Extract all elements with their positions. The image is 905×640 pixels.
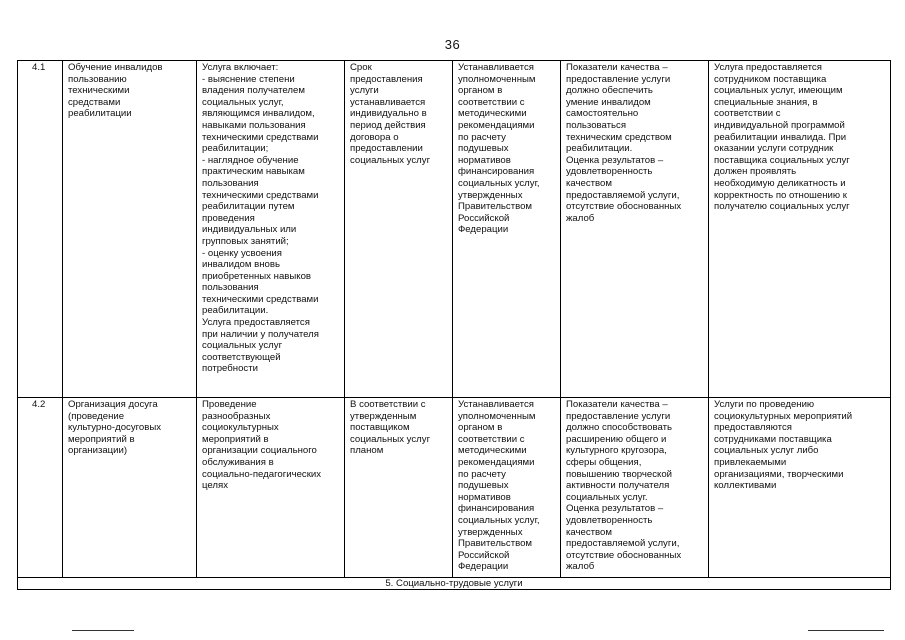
cell-text-line: социальных услуг (350, 154, 431, 166)
cell-text-line: Организация досуга (68, 399, 158, 410)
cell-text-line: планом (350, 445, 384, 457)
description-cell (197, 398, 345, 578)
cell-text-line: предоставления (350, 73, 423, 85)
cell-text-line: повышению творческой (566, 468, 673, 480)
row-number-cell: 4.2 (18, 398, 63, 578)
cell-text-line: удовлетворенность (566, 166, 653, 178)
cell-text-line: сотрудниками поставщика (714, 433, 832, 445)
cell-text-line: мероприятий в (68, 433, 135, 445)
cell-text-line: Устанавливается (458, 62, 534, 73)
cell-text-line: устанавливается (350, 96, 426, 108)
cell-text-line: утвержденных (458, 189, 523, 201)
cell-text-line: Федерации (458, 224, 509, 236)
cell-text-line: техническими средствами (202, 189, 319, 201)
cell-text-line: удовлетворенность (566, 514, 653, 526)
cell-text-line: жалоб (566, 561, 595, 573)
cell-text-line: жалоб (566, 212, 595, 224)
cell-text-line: рекомендациями (458, 456, 535, 468)
cell-text-line: навыками пользования (202, 119, 306, 131)
cell-text-line: групповых занятий; (202, 235, 289, 247)
cell-text-line: средствами (68, 96, 121, 108)
cell-text-line: потребности (202, 363, 258, 375)
service-name-cell (63, 61, 197, 398)
cell-text-line: должно обеспечить (566, 85, 653, 97)
cell-text-line: услуги (350, 85, 379, 97)
section-heading-row (18, 578, 891, 590)
cell-text-line: методическими (458, 108, 527, 120)
cell-text-line: - выяснение степени (202, 73, 295, 85)
cell-text-line: Российской (458, 212, 510, 224)
cell-text-line: поставщиком (350, 422, 410, 434)
cell-text-line: должно способствовать (566, 422, 673, 434)
cell-text-line: сотрудником поставщика (714, 73, 827, 85)
cell-text-line: реабилитации путем (202, 201, 295, 213)
cell-text-line: техническими средствами (202, 131, 319, 143)
cell-text-line: реабилитации. (202, 305, 269, 317)
cell-text-line: организации социального (202, 445, 317, 457)
cell-text-line: сферы общения, (566, 456, 642, 468)
quality-cell (561, 61, 709, 398)
cell-text-line: Правительством (458, 538, 533, 550)
cell-text-line: финансирования (458, 166, 535, 178)
cell-text-line: соответствующей (202, 351, 281, 363)
cell-text-line: Правительством (458, 201, 533, 213)
cell-text-line: поставщика социальных услуг (714, 154, 850, 166)
cell-text-line: умение инвалидом (566, 96, 651, 108)
cell-text-line: при наличии у получателя (202, 328, 319, 340)
cell-text-line: социальных услуг (350, 433, 431, 445)
cell-text-line: реабилитации. (566, 143, 633, 155)
cell-text-line: социокультурных (202, 422, 279, 434)
table-row (18, 398, 891, 578)
cell-text-line: (проведение (68, 410, 125, 422)
bottom-edge-mark (808, 630, 884, 631)
cell-text-line: договора о (350, 131, 399, 143)
cell-text-line: расширению общего и (566, 433, 667, 445)
table-row (18, 61, 891, 398)
conditions-cell (709, 61, 891, 398)
cell-text-line: Оценка результатов – (566, 503, 664, 515)
cell-text-line: утвержденным (350, 410, 417, 422)
cell-text-line: - оценку усвоения (202, 247, 282, 259)
cell-text-line: являющимся инвалидом, (202, 108, 315, 120)
cell-text-line: Обучение инвалидов (68, 62, 163, 73)
cell-text-line: оказании услуги сотрудник (714, 143, 834, 155)
cell-text-line: соответствии с (458, 433, 525, 445)
cell-text-line: по расчету (458, 131, 506, 143)
cell-text-line: органом в (458, 422, 503, 434)
cell-text-line: социальных услуг либо (714, 445, 819, 457)
cell-text-line: разнообразных (202, 410, 271, 422)
cell-text-line: Срок (350, 62, 372, 73)
cell-text-line: социальных услуг, имеющим (714, 85, 843, 97)
cell-text-line: нормативов (458, 491, 511, 503)
cell-text-line: социокультурных мероприятий (714, 410, 853, 422)
cell-text-line: предоставление услуги (566, 410, 671, 422)
cell-text-line: корректность по отношению к (714, 189, 847, 201)
cell-text-line: Оценка результатов – (566, 154, 664, 166)
cell-text-line: мероприятий в (202, 433, 269, 445)
cell-text-line: Услуга включает: (202, 62, 279, 73)
cell-text-line: реабилитации (68, 108, 132, 120)
cell-text-line: качеством (566, 526, 612, 538)
cell-text-line: организации) (68, 445, 128, 457)
cell-text-line: техническими средствами (202, 293, 319, 305)
cell-text-line: техническим средством (566, 131, 672, 143)
cell-text-line: пользованию (68, 73, 127, 85)
cell-text-line: коллективами (714, 480, 777, 492)
cell-text-line: приобретенных навыков (202, 270, 312, 282)
cell-text-line: предоставлении (350, 143, 423, 155)
cell-text-line: индивидуальной программой (714, 119, 845, 131)
cell-text-line: период действия (350, 119, 426, 131)
cell-text-line: должен проявлять (714, 166, 797, 178)
cell-text-line: подушевых (458, 143, 509, 155)
term-cell (345, 398, 453, 578)
cell-text-line: подушевых (458, 480, 509, 492)
cell-text-line: реабилитации; (202, 143, 269, 155)
cell-text-line: органом в (458, 85, 503, 97)
cell-text-line: социальных услуг, (202, 96, 284, 108)
cell-text-line: нормативов (458, 154, 511, 166)
cell-text-line: специальные знания, в (714, 96, 818, 108)
cell-text-line: по расчету (458, 468, 506, 480)
cell-text-line: реабилитации инвалида. При (714, 131, 847, 143)
funding-cell (453, 398, 561, 578)
cell-text-line: необходимую деликатность и (714, 177, 846, 189)
page-number: 36 (444, 37, 461, 52)
cell-text-line: техническими (68, 85, 130, 97)
cell-text-line: - наглядное обучение (202, 154, 299, 166)
cell-text-line: культурно-досуговых (68, 422, 162, 434)
cell-text-line: получателю социальных услуг (714, 201, 850, 213)
cell-text-line: пользоваться (566, 119, 627, 131)
cell-text-line: Устанавливается (458, 399, 534, 410)
cell-text-line: Показатели качества – (566, 399, 668, 410)
cell-text-line: практическим навыкам (202, 166, 305, 178)
cell-text-line: отсутствие обоснованных (566, 201, 682, 213)
term-cell (345, 61, 453, 398)
description-cell (197, 61, 345, 398)
cell-text-line: утвержденных (458, 526, 523, 538)
cell-text-line: методическими (458, 445, 527, 457)
cell-text-line: инвалидом вновь (202, 259, 280, 271)
cell-text-line: социальных услуг, (458, 514, 540, 526)
cell-text-line: целях (202, 480, 228, 492)
cell-text-line: индивидуальных или (202, 224, 297, 236)
cell-text-line: Федерации (458, 561, 509, 573)
cell-text-line: предоставляемой услуги, (566, 189, 680, 201)
cell-text-line: предоставление услуги (566, 73, 671, 85)
cell-text-line: социальных услуг, (458, 177, 540, 189)
cell-text-line: социальных услуг. (566, 491, 648, 503)
cell-text-line: привлекаемыми (714, 456, 787, 468)
cell-text-line: проведения (202, 212, 255, 224)
cell-text-line: В соответствии с (350, 399, 426, 410)
cell-text-line: уполномоченным (458, 73, 536, 85)
cell-text-line: организациями, творческими (714, 468, 844, 480)
cell-text-line: пользования (202, 282, 259, 294)
cell-text-line: индивидуально в (350, 108, 427, 120)
cell-text-line: Российской (458, 549, 510, 561)
cell-text-line: Услуга предоставляется (202, 317, 310, 329)
cell-text-line: соответствии с (458, 96, 525, 108)
cell-text-line: соответствии с (714, 108, 781, 120)
cell-text-line: самостоятельно (566, 108, 639, 120)
service-name-cell (63, 398, 197, 578)
cell-text-line: финансирования (458, 503, 535, 515)
cell-text-line: владения получателем (202, 85, 305, 97)
cell-text-line: Проведение (202, 399, 257, 410)
cell-text-line: пользования (202, 177, 259, 189)
funding-cell (453, 61, 561, 398)
cell-text-line: Показатели качества – (566, 62, 668, 73)
quality-cell (561, 398, 709, 578)
section-heading: 5. Социально-трудовые услуги (18, 578, 891, 590)
cell-text-line: рекомендациями (458, 119, 535, 131)
cell-text-line: предоставляемой услуги, (566, 538, 680, 550)
conditions-cell (709, 398, 891, 578)
cell-text-line: уполномоченным (458, 410, 536, 422)
services-table (17, 60, 891, 590)
cell-text-line: отсутствие обоснованных (566, 549, 682, 561)
cell-text-line: активности получателя (566, 480, 670, 492)
cell-text-line: культурного кругозора, (566, 445, 667, 457)
cell-text-line: Услуга предоставляется (714, 62, 822, 73)
row-number-cell: 4.1 (18, 61, 63, 398)
bottom-edge-mark (72, 630, 134, 631)
cell-text-line: предоставляются (714, 422, 792, 434)
cell-text-line: качеством (566, 177, 612, 189)
cell-text-line: Услуги по проведению (714, 399, 815, 410)
cell-text-line: обслуживания в (202, 456, 274, 468)
cell-text-line: социальных услуг (202, 340, 283, 352)
cell-text-line: социально-педагогических (202, 468, 322, 480)
